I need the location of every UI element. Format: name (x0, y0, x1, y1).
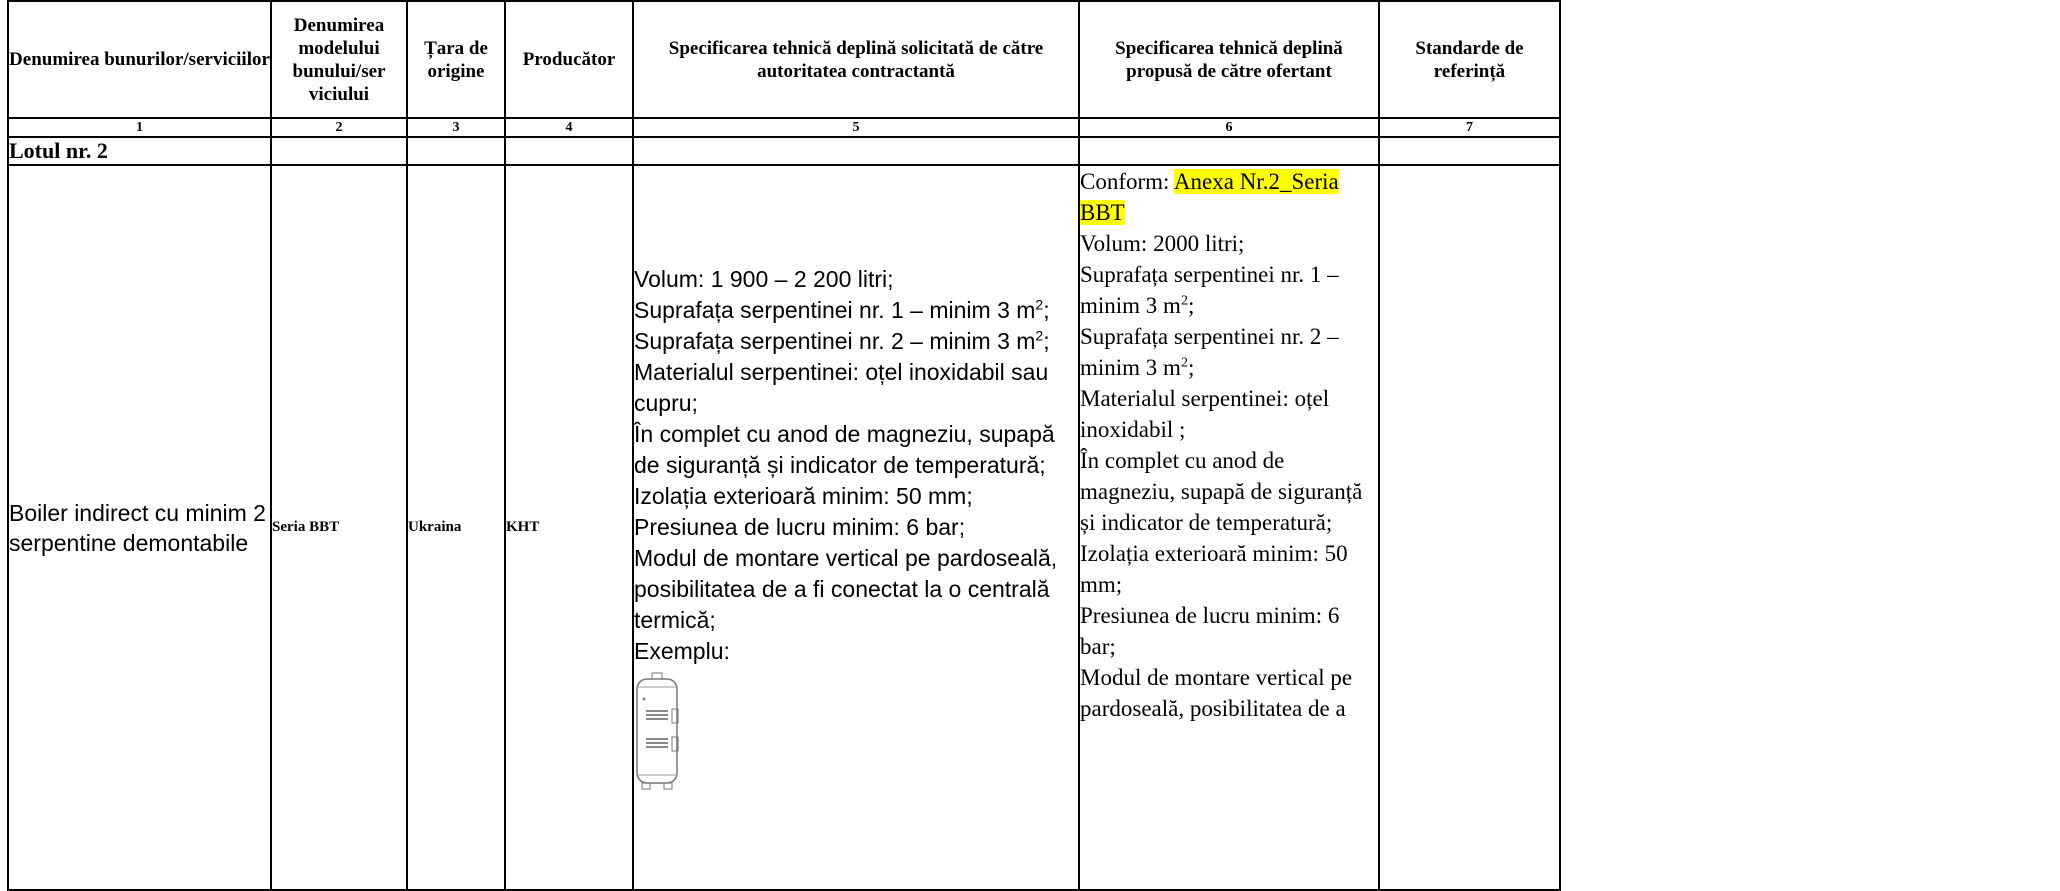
header-required-spec: Specificarea tehnică deplină solicitată de către autoritatea contractantă (633, 1, 1079, 118)
country-of-origin: Ukraina (407, 165, 505, 890)
offered-material: Materialul serpentinei: oțel inoxidabil ; (1080, 386, 1330, 442)
empty-cell (407, 137, 505, 165)
header-standards: Standarde de referință (1379, 1, 1560, 118)
offered-conform (1080, 166, 1378, 228)
required-spec-cell (633, 165, 1079, 890)
superscript: 2 (1180, 355, 1188, 371)
empty-cell (633, 137, 1079, 165)
offered-coil-1 (1080, 259, 1378, 321)
offered-complete: În complet cu anod de magneziu, supapă de siguranță și indicator de temperatură; (1080, 448, 1363, 535)
column-number: 4 (505, 118, 633, 137)
offered-mounting: Modul de montare vertical pe pardoseală, posibilitatea de a (1080, 665, 1353, 721)
lot-label: Lotul nr. 2 (8, 137, 271, 165)
header-model-name: Denumirea modelului bunului/ser viciului (271, 1, 407, 118)
offered-coil-2-text: Suprafața serpentinei nr. 2 – minim 3 m (1080, 324, 1339, 380)
offered-coil-2-suffix: ; (1187, 355, 1195, 380)
required-complete: În complet cu anod de magneziu, supapă de siguranță și indicator de temperatură; (634, 421, 1055, 478)
empty-cell (271, 137, 407, 165)
table-row (8, 165, 1560, 890)
required-volume: Volum: 1 900 – 2 200 litri; (634, 266, 894, 292)
required-coil-2 (634, 326, 1078, 357)
required-insulation: Izolația exterioară minim: 50 mm; (634, 483, 973, 509)
header-country: Țara de origine (407, 1, 505, 118)
offered-volume: Volum: 2000 litri; (1080, 231, 1245, 256)
superscript: 2 (1180, 293, 1188, 309)
model-name: Seria BBT (271, 165, 407, 890)
empty-cell (1379, 137, 1560, 165)
offered-pressure: Presiunea de lucru minim: 6 bar; (1080, 603, 1340, 659)
header-offered-spec: Specificarea tehnică deplină propusă de către ofertant (1079, 1, 1379, 118)
column-number-row (8, 118, 1560, 137)
producer: KHT (505, 165, 633, 890)
offered-spec-cell (1079, 165, 1379, 890)
offered-coil-2 (1080, 321, 1378, 383)
header-goods-name: Denumirea bunurilor/serviciilor (8, 1, 271, 118)
column-number: 3 (407, 118, 505, 137)
superscript: 2 (1035, 327, 1044, 344)
required-coil-1-text: Suprafața serpentinei nr. 1 – minim 3 m (634, 297, 1036, 323)
empty-cell (1079, 137, 1379, 165)
required-mounting: Modul de montare vertical pe pardoseală, posibilitatea de a fi conectat la o centrală termică; (634, 545, 1058, 633)
offered-coil-1-text: Suprafața serpentinei nr. 1 – minim 3 m (1080, 262, 1339, 318)
superscript: 2 (1035, 296, 1044, 313)
boiler-tank-icon (634, 671, 680, 791)
specification-table (7, 0, 1561, 891)
column-number: 1 (8, 118, 271, 137)
required-coil-2-suffix: ; (1043, 328, 1050, 354)
required-coil-1 (634, 295, 1078, 326)
offered-coil-1-suffix: ; (1187, 293, 1195, 318)
required-example: Exemplu: (634, 638, 730, 664)
required-material: Materialul serpentinei: oțel inoxidabil sau cupru; (634, 359, 1049, 416)
empty-cell (505, 137, 633, 165)
goods-name: Boiler indirect cu minim 2 serpentine demontabile (8, 165, 271, 890)
column-number: 6 (1079, 118, 1379, 137)
column-number: 7 (1379, 118, 1560, 137)
annex-link[interactable]: Anexa Nr.2_Seria BBT (1080, 169, 1339, 225)
offered-insulation: Izolația exterioară minim: 50 mm; (1080, 541, 1348, 597)
required-coil-1-suffix: ; (1043, 297, 1050, 323)
column-number: 2 (271, 118, 407, 137)
lot-row (8, 137, 1560, 165)
header-row (8, 1, 1560, 118)
required-coil-2-text: Suprafața serpentinei nr. 2 – minim 3 m (634, 328, 1036, 354)
standards-cell (1379, 165, 1560, 890)
conform-label: Conform: (1080, 169, 1174, 194)
header-producer: Producător (505, 1, 633, 118)
column-number: 5 (633, 118, 1079, 137)
required-pressure: Presiunea de lucru minim: 6 bar; (634, 514, 966, 540)
